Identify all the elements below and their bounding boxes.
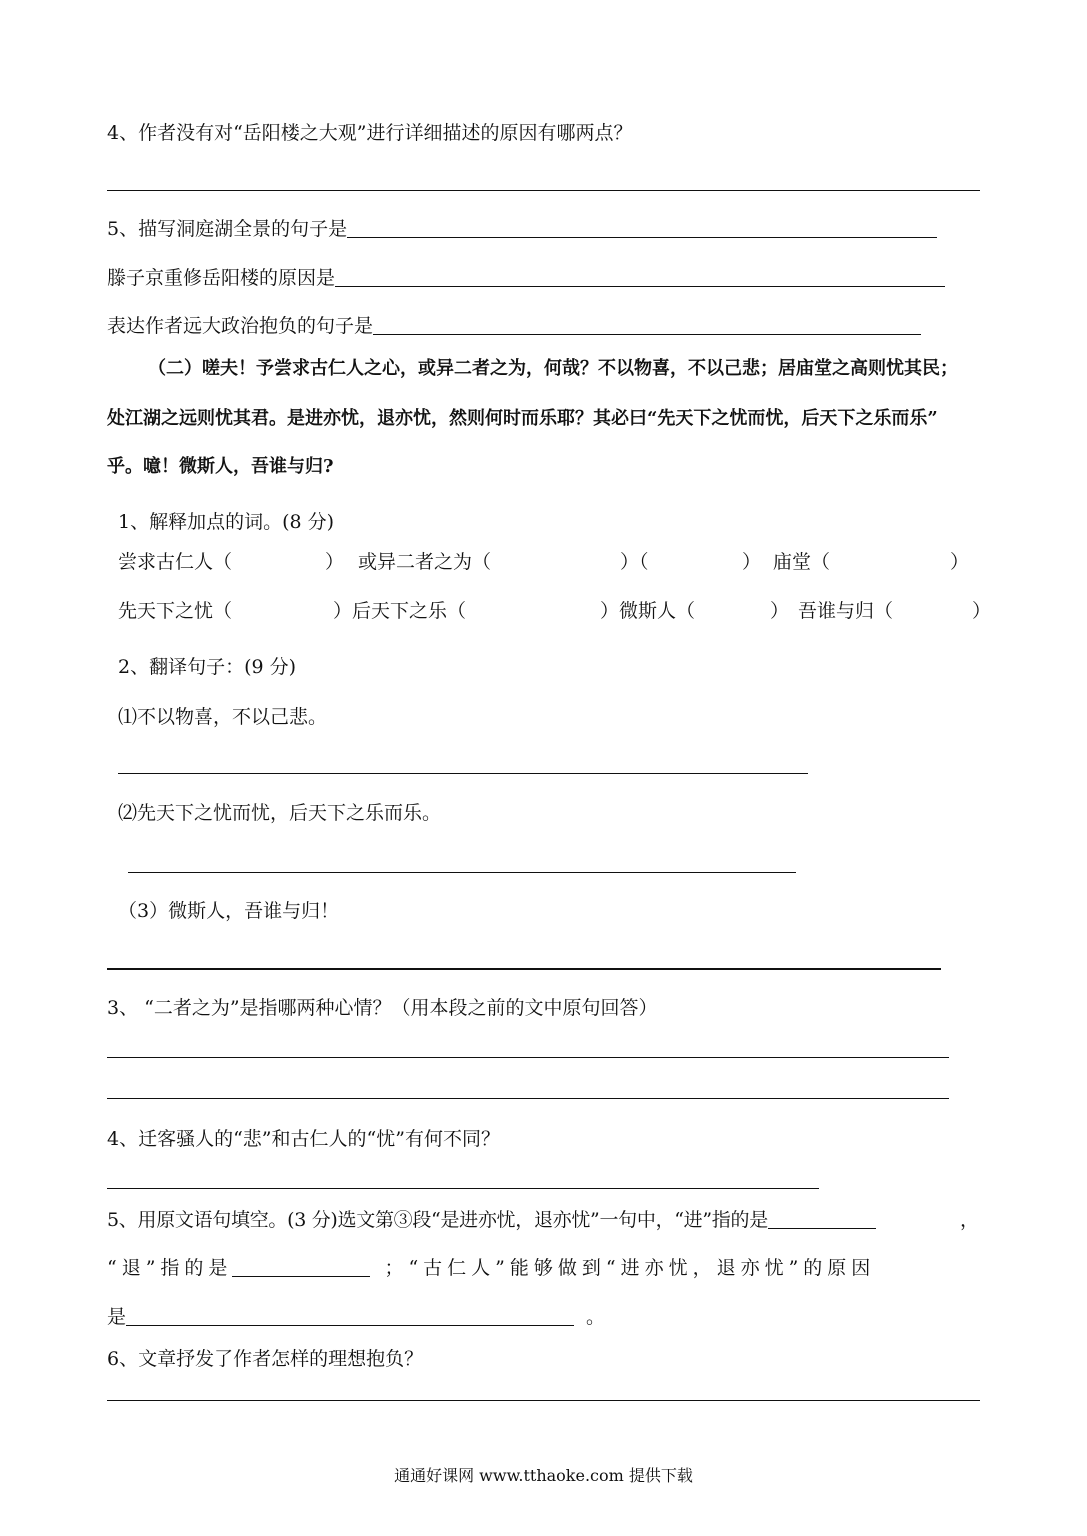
question-5-b-text: 滕子京重修岳阳楼的原因是 (107, 267, 336, 289)
part2-question-5-line-1 (107, 1208, 979, 1232)
answer-line (118, 773, 808, 774)
question-5-c-text: 表达作者远大政治抱负的句子是 (107, 315, 374, 337)
answer-blank (126, 1305, 574, 1326)
q1-item-3: 庙堂（ (773, 551, 831, 573)
part2-question-5-line-2 (107, 1256, 875, 1280)
q5-line-3-text-b: 。 (586, 1306, 606, 1328)
part2-question-3: 3、 “二者之为”是指哪两种心情？（用本段之前的文中原句回答） (107, 997, 658, 1019)
answer-line (107, 1098, 949, 1099)
q1-item-7: 吾谁与归（ (798, 600, 894, 622)
q5-line-2-text-a: “退”指的是 (107, 1257, 233, 1279)
q1-item-7-close: ） (972, 600, 992, 622)
q5-line-2-text-b: ；“古仁人”能够做到“进亦忧，退亦忧”的原因 (384, 1257, 876, 1279)
answer-line (107, 968, 941, 970)
part2-question-4: 4、迁客骚人的“悲”和古仁人的“忧”有何不同？ (107, 1128, 500, 1150)
q1-item-3-close: ） (950, 551, 970, 573)
answer-blank (347, 217, 937, 238)
answer-blank (373, 314, 921, 335)
question-5-b (107, 266, 945, 290)
translate-sentence-1: ⑴不以物喜，不以己悲。 (118, 706, 328, 728)
q1-item-4: 先天下之忧（ (118, 600, 233, 622)
question-5-c (107, 314, 921, 338)
part2-question-5-line-3 (107, 1305, 605, 1329)
question-5-a (107, 217, 937, 241)
answer-blank (768, 1208, 876, 1229)
answer-line (107, 1400, 980, 1401)
passage-line-2: 处江湖之远则忧其君。是进亦忧，退亦忧，然则何时而乐耶？其必曰“先天下之忧而忧，后天下之乐而乐” (107, 408, 938, 429)
q1-item-2: 或异二者之为（ (358, 551, 492, 573)
translate-sentence-3: （3）微斯人，吾谁与归！ (118, 900, 340, 922)
passage-line-1: （二）嗟夫！予尝求古仁人之心，或异二者之为，何哉？不以物喜，不以己悲；居庙堂之高则忧其民； (148, 358, 958, 379)
answer-line (107, 190, 980, 191)
answer-blank (232, 1256, 370, 1277)
part2-question-6: 6、文章抒发了作者怎样的理想抱负？ (107, 1348, 424, 1370)
q1-item-1-close: ） (325, 551, 345, 573)
part2-question-2-title: 2、翻译句子：(9 分) (118, 656, 297, 678)
q1-item-5: ）后天下之乐（ (333, 600, 467, 622)
q1-item-6-close: ） (770, 600, 790, 622)
q1-item-1: 尝求古仁人（ (118, 551, 233, 573)
question-5-a-text: 5、描写洞庭湖全景的句子是 (107, 218, 348, 240)
part2-question-1-title: 1、解释加点的词。(8 分) (118, 511, 335, 533)
answer-line (107, 1188, 819, 1189)
answer-line (128, 872, 796, 873)
answer-blank (335, 266, 945, 287)
question-4-top: 4、作者没有对“岳阳楼之大观”进行详细描述的原因有哪两点？ (107, 122, 633, 144)
q1-item-2-mid: ）（ (620, 551, 649, 573)
answer-line (107, 1057, 949, 1058)
q1-item-6: ）微斯人（ (600, 600, 696, 622)
translate-sentence-2: ⑵先天下之忧而忧，后天下之乐而乐。 (118, 802, 442, 824)
q1-item-2-close: ） (742, 551, 762, 573)
passage-line-3: 乎。噫！微斯人，吾谁与归? (107, 456, 334, 477)
q5-line-1-text: 5、用原文语句填空。(3 分)选文第③段“是进亦忧，退亦忧”一句中，“进”指的是 (107, 1209, 768, 1231)
q5-line-1-end: ， (959, 1209, 979, 1231)
page-footer: 通通好课网 www.tthaoke.com 提供下载 (394, 1466, 693, 1485)
q5-line-3-text-a: 是 (107, 1306, 127, 1328)
